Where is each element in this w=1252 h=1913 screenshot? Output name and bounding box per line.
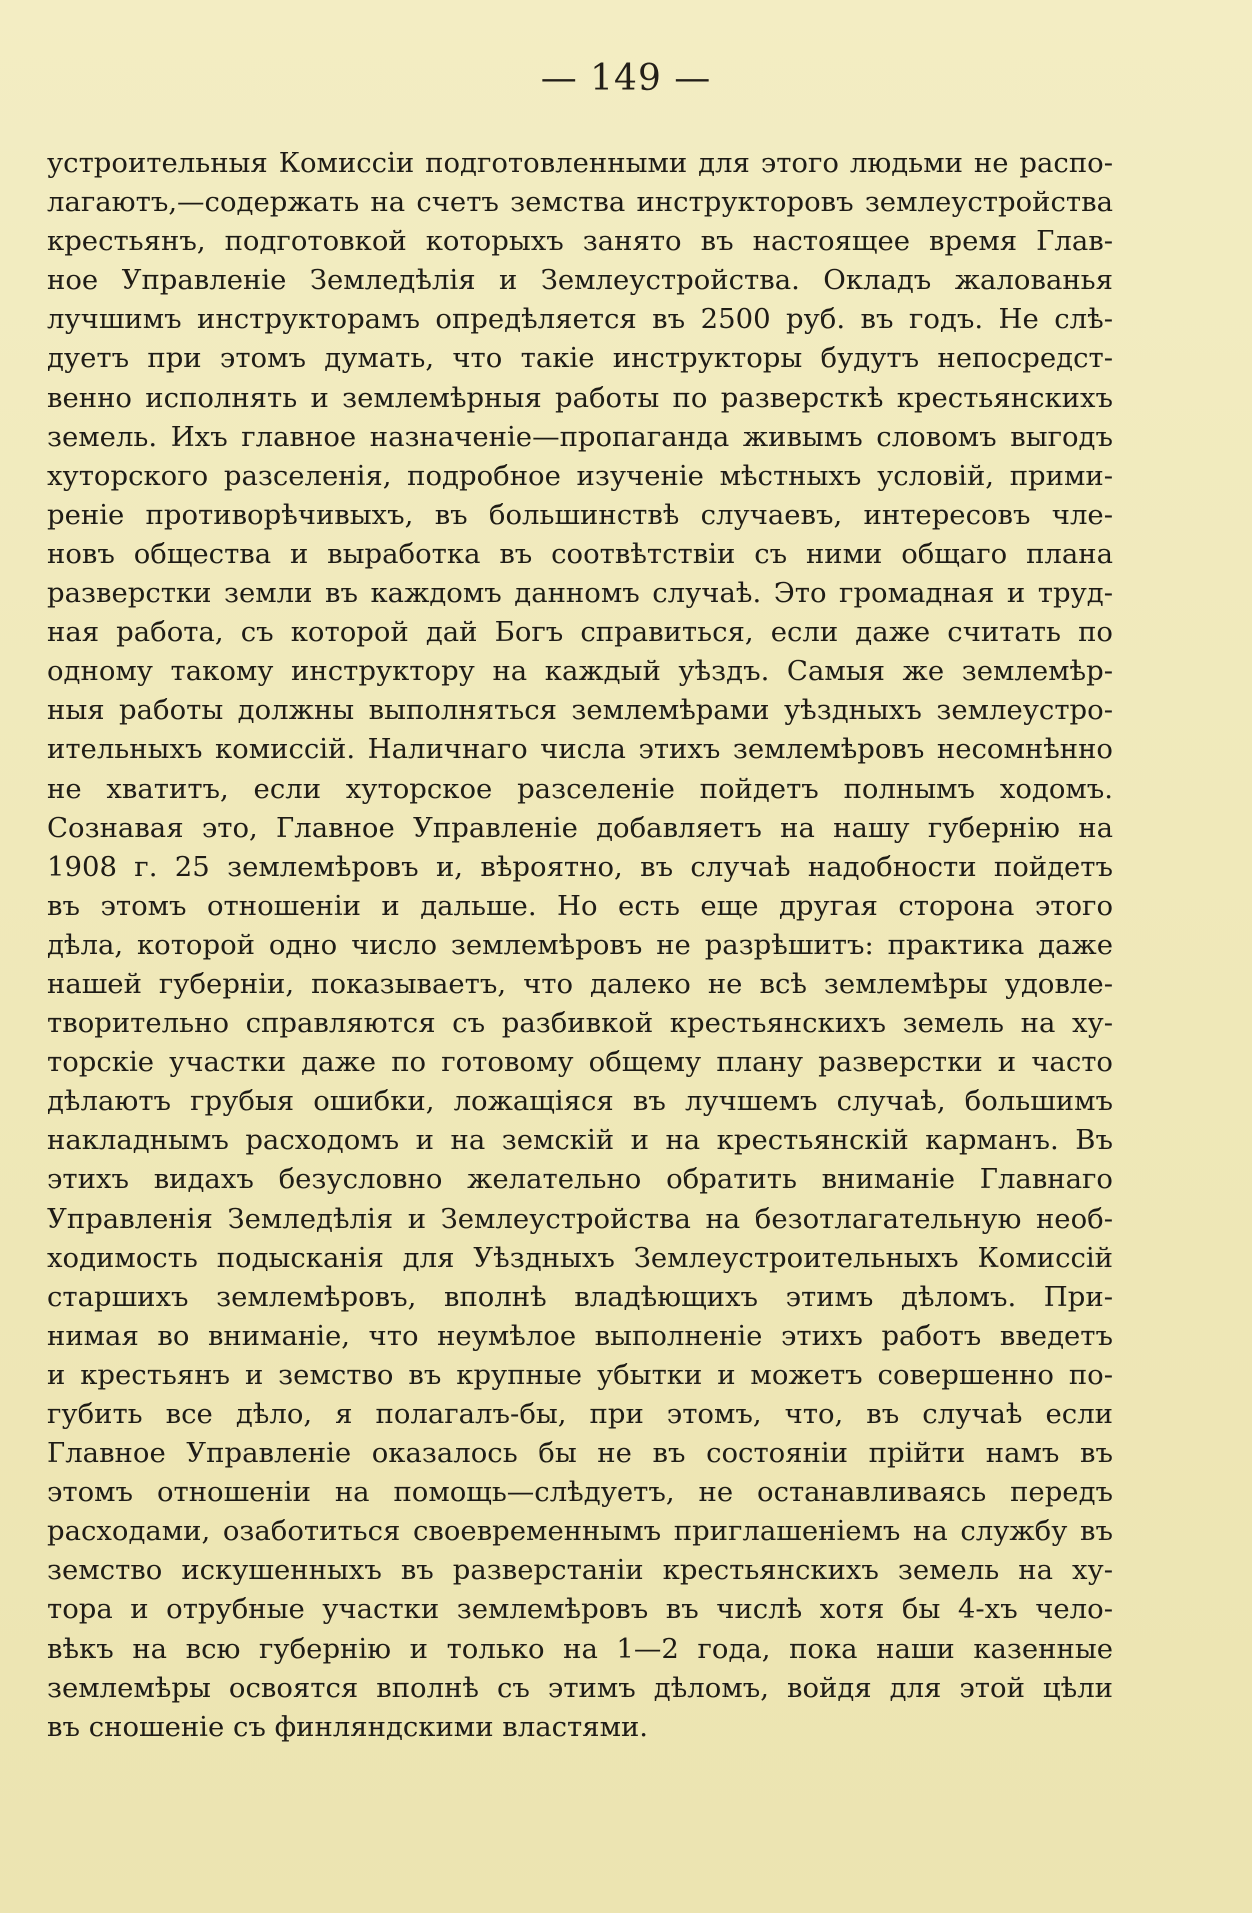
text-line: дуетъ при этомъ думать, что такіе инструкторы будутъ непосредст-	[47, 342, 1113, 375]
text-line: земель. Ихъ главное назначеніе—пропаганда живымъ словомъ выгодъ	[47, 420, 1113, 453]
text-line: земство искушенныхъ въ разверстаніи крестьянскихъ земель на ху-	[47, 1554, 1113, 1587]
text-line: новъ общества и выработка въ соотвѣтствіи съ ними общаго плана	[47, 537, 1113, 570]
text-line: творительно справляются съ разбивкой крестьянскихъ земель на ху-	[47, 1007, 1113, 1040]
text-line: реніе противорѣчивыхъ, въ большинствѣ случаевъ, интересовъ чле-	[47, 498, 1113, 531]
text-line: торскіе участки даже по готовому общему плану разверстки и часто	[47, 1046, 1113, 1079]
text-line: хуторского разселенія, подробное изученіе мѣстныхъ условій, прими-	[47, 459, 1113, 492]
text-line: 1908 г. 25 землемѣровъ и, вѣроятно, въ случаѣ надобности пойдетъ	[47, 850, 1113, 883]
text-line: Главное Управленіе оказалось бы не въ состояніи прійти намъ въ	[47, 1437, 1113, 1470]
text-line: накладнымъ расходомъ и на земскій и на крестьянскій карманъ. Въ	[47, 1124, 1113, 1157]
text-line: расходами, озаботиться своевременнымъ приглашеніемъ на службу въ	[47, 1515, 1113, 1548]
text-line: устроительныя Комиссіи подготовленными для этого людьми не распо-	[47, 147, 1113, 179]
text-line: ное Управленіе Земледѣлія и Землеустройства. Окладъ жалованья	[47, 264, 1113, 297]
text-line: крестьянъ, подготовкой которыхъ занято въ настоящее время Глав-	[47, 225, 1113, 258]
text-line: лучшимъ инструкторамъ опредѣляется въ 2500 руб. въ годъ. Не слѣ-	[47, 303, 1113, 336]
text-line: землемѣры освоятся вполнѣ съ этимъ дѣломъ, войдя для этой цѣли	[47, 1671, 1113, 1704]
text-line: ныя работы должны выполняться землемѣрами уѣздныхъ землеустро-	[47, 694, 1113, 727]
text-line: нимая во вниманіе, что неумѣлое выполненіе этихъ работъ введетъ	[47, 1319, 1113, 1352]
text-line: старшихъ землемѣровъ, вполнѣ владѣющихъ этимъ дѣломъ. При-	[47, 1280, 1113, 1313]
text-line: губить все дѣло, я полагалъ-бы, при этомъ, что, въ случаѣ если	[47, 1398, 1113, 1430]
text-line: разверстки земли въ каждомъ данномъ случаѣ. Это громадная и труд-	[47, 577, 1113, 610]
text-line: этомъ отношеніи на помощь—слѣдуетъ, не останавливаясь передъ	[47, 1476, 1113, 1509]
text-line: и крестьянъ и земство въ крупные убытки и можетъ совершенно по-	[47, 1358, 1113, 1391]
text-line: нашей губерніи, показываетъ, что далеко не всѣ землемѣры удовле-	[47, 967, 1113, 1000]
text-line: одному такому инструктору на каждый уѣздъ. Самыя же землемѣр-	[47, 655, 1113, 688]
text-line: ходимость подысканія для Уѣздныхъ Землеустроительныхъ Комиссій	[47, 1241, 1113, 1274]
text-line: въ этомъ отношеніи и дальше. Но есть еще другая сторона этого	[47, 889, 1113, 922]
text-line: Сознавая это, Главное Управленіе добавляетъ на нашу губернію на	[47, 811, 1113, 844]
text-line: дѣла, которой одно число землемѣровъ не разрѣшитъ: практика даже	[47, 928, 1113, 961]
text-line: дѣлаютъ грубыя ошибки, ложащіяся въ лучшемъ случаѣ, большимъ	[47, 1085, 1113, 1118]
text-line: лагаютъ,—содержать на счетъ земства инструкторовъ землеустройства	[47, 186, 1113, 219]
text-line: этихъ видахъ безусловно желательно обратить вниманіе Главнаго	[47, 1163, 1113, 1196]
text-line: не хватитъ, если хуторское разселеніе пойдетъ полнымъ ходомъ.	[47, 772, 1113, 805]
body-text	[47, 144, 1113, 1747]
text-line: ительныхъ комиссій. Наличнаго числа этихъ землемѣровъ несомнѣнно	[47, 733, 1113, 766]
text-line-last: въ сношеніе съ финляндскими властями.	[47, 1710, 649, 1743]
text-line: вѣкъ на всю губернію и только на 1—2 года, пока наши казенные	[47, 1632, 1113, 1665]
text-line: ная работа, съ которой дай Богъ справиться, если даже считать по	[47, 616, 1113, 649]
text-line: Управленія Земледѣлія и Землеустройства на безотлагательную необ-	[47, 1202, 1113, 1235]
page-number: — 149 —	[540, 58, 712, 99]
text-line: тора и отрубные участки землемѣровъ въ числѣ хотя бы 4-хъ чело-	[47, 1593, 1113, 1626]
text-line: венно исполнять и землемѣрныя работы по разверсткѣ крестьянскихъ	[47, 381, 1113, 414]
